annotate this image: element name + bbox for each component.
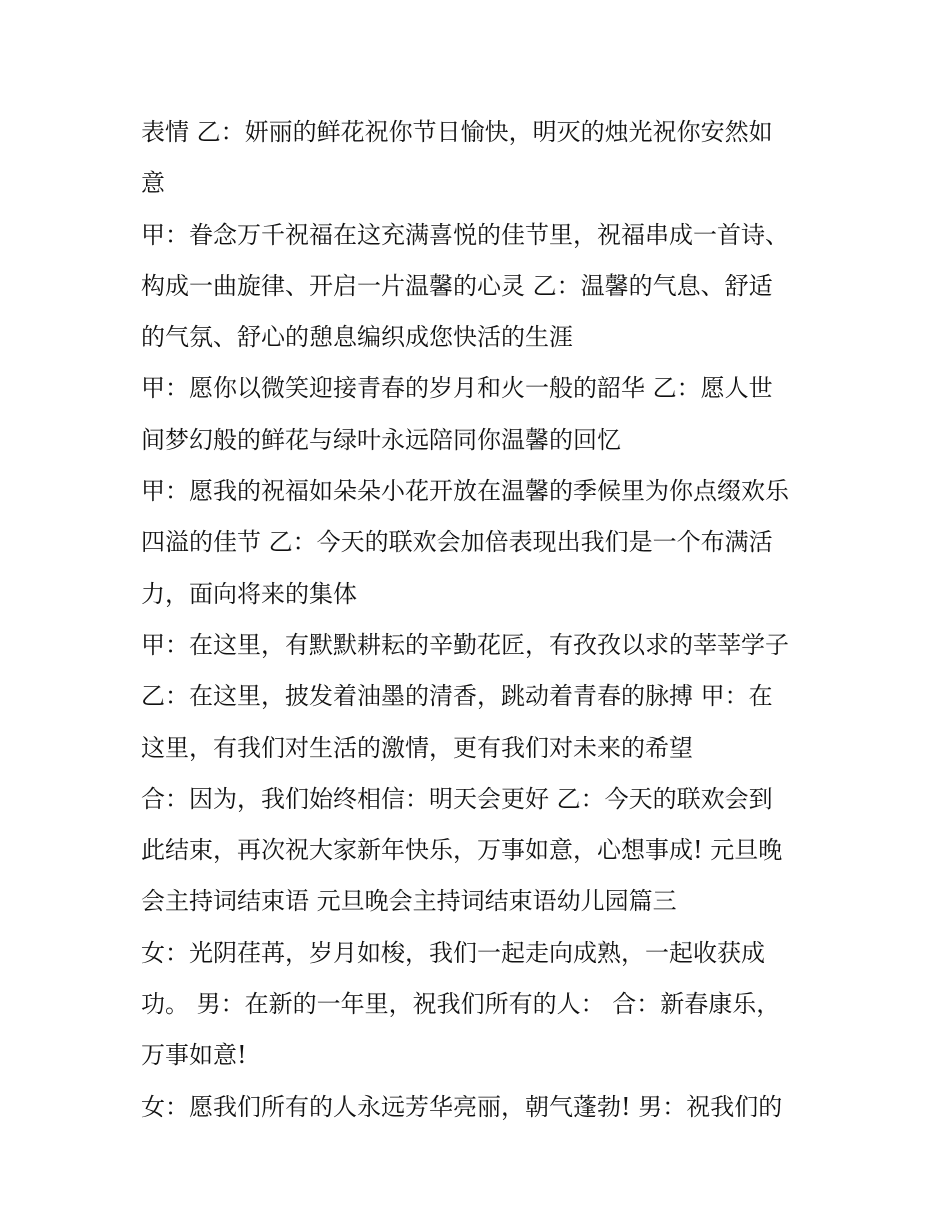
text-line: 表情 乙：妍丽的鲜花祝你节日愉快，明灭的烛光祝你安然如 — [141, 118, 773, 146]
text-line: 四溢的佳节 乙：今天的联欢会加倍表现出我们是一个布满活 — [141, 528, 773, 557]
text-line: 力，面向将来的集体 — [141, 579, 357, 608]
text-line: 甲：愿你以微笑迎接青春的岁月和火一般的韶华 乙：愿人世 — [141, 374, 773, 403]
text-line: 此结束，再次祝大家新年快乐，万事如意，心想事成! 元旦晚 — [141, 836, 783, 865]
text-line: 间梦幻般的鲜花与绿叶永远陪同你温馨的回忆 — [141, 425, 621, 454]
text-line: 会主持词结束语 元旦晚会主持词结束语幼儿园篇三 — [141, 887, 677, 916]
document-body — [141, 107, 831, 1133]
text-line: 甲：愿我的祝福如朵朵小花开放在温馨的季候里为你点缀欢乐 — [141, 477, 789, 506]
text-line: 这里，有我们对生活的激情，更有我们对未来的希望 — [141, 733, 693, 762]
text-line: 甲：眷念万千祝福在这充满喜悦的佳节里，祝福串成一首诗、 — [141, 220, 789, 249]
text-line: 甲：在这里，有默默耕耘的辛勤花匠，有孜孜以求的莘莘学子 — [141, 630, 789, 659]
text-line: 女：愿我们所有的人永远芳华亮丽，朝气蓬勃! 男：祝我们的 — [141, 1092, 783, 1121]
text-line: 乙：在这里，披发着油墨的清香，跳动着青春的脉搏 甲：在 — [141, 682, 773, 711]
text-line: 万事如意! — [141, 1041, 247, 1070]
text-line: 合：因为，我们始终相信：明天会更好 乙：今天的联欢会到 — [141, 784, 773, 813]
text-line: 功。 男：在新的一年里，祝我们所有的人： 合：新春康乐， — [141, 990, 781, 1019]
text-line: 女：光阴荏苒，岁月如梭，我们一起走向成熟，一起收获成 — [141, 938, 765, 967]
text-line: 意 — [141, 169, 165, 198]
text-line: 构成一曲旋律、开启一片温馨的心灵 乙：温馨的气息、舒适 — [141, 271, 773, 300]
text-line: 的气氛、舒心的憩息编织成您快活的生涯 — [141, 323, 573, 352]
